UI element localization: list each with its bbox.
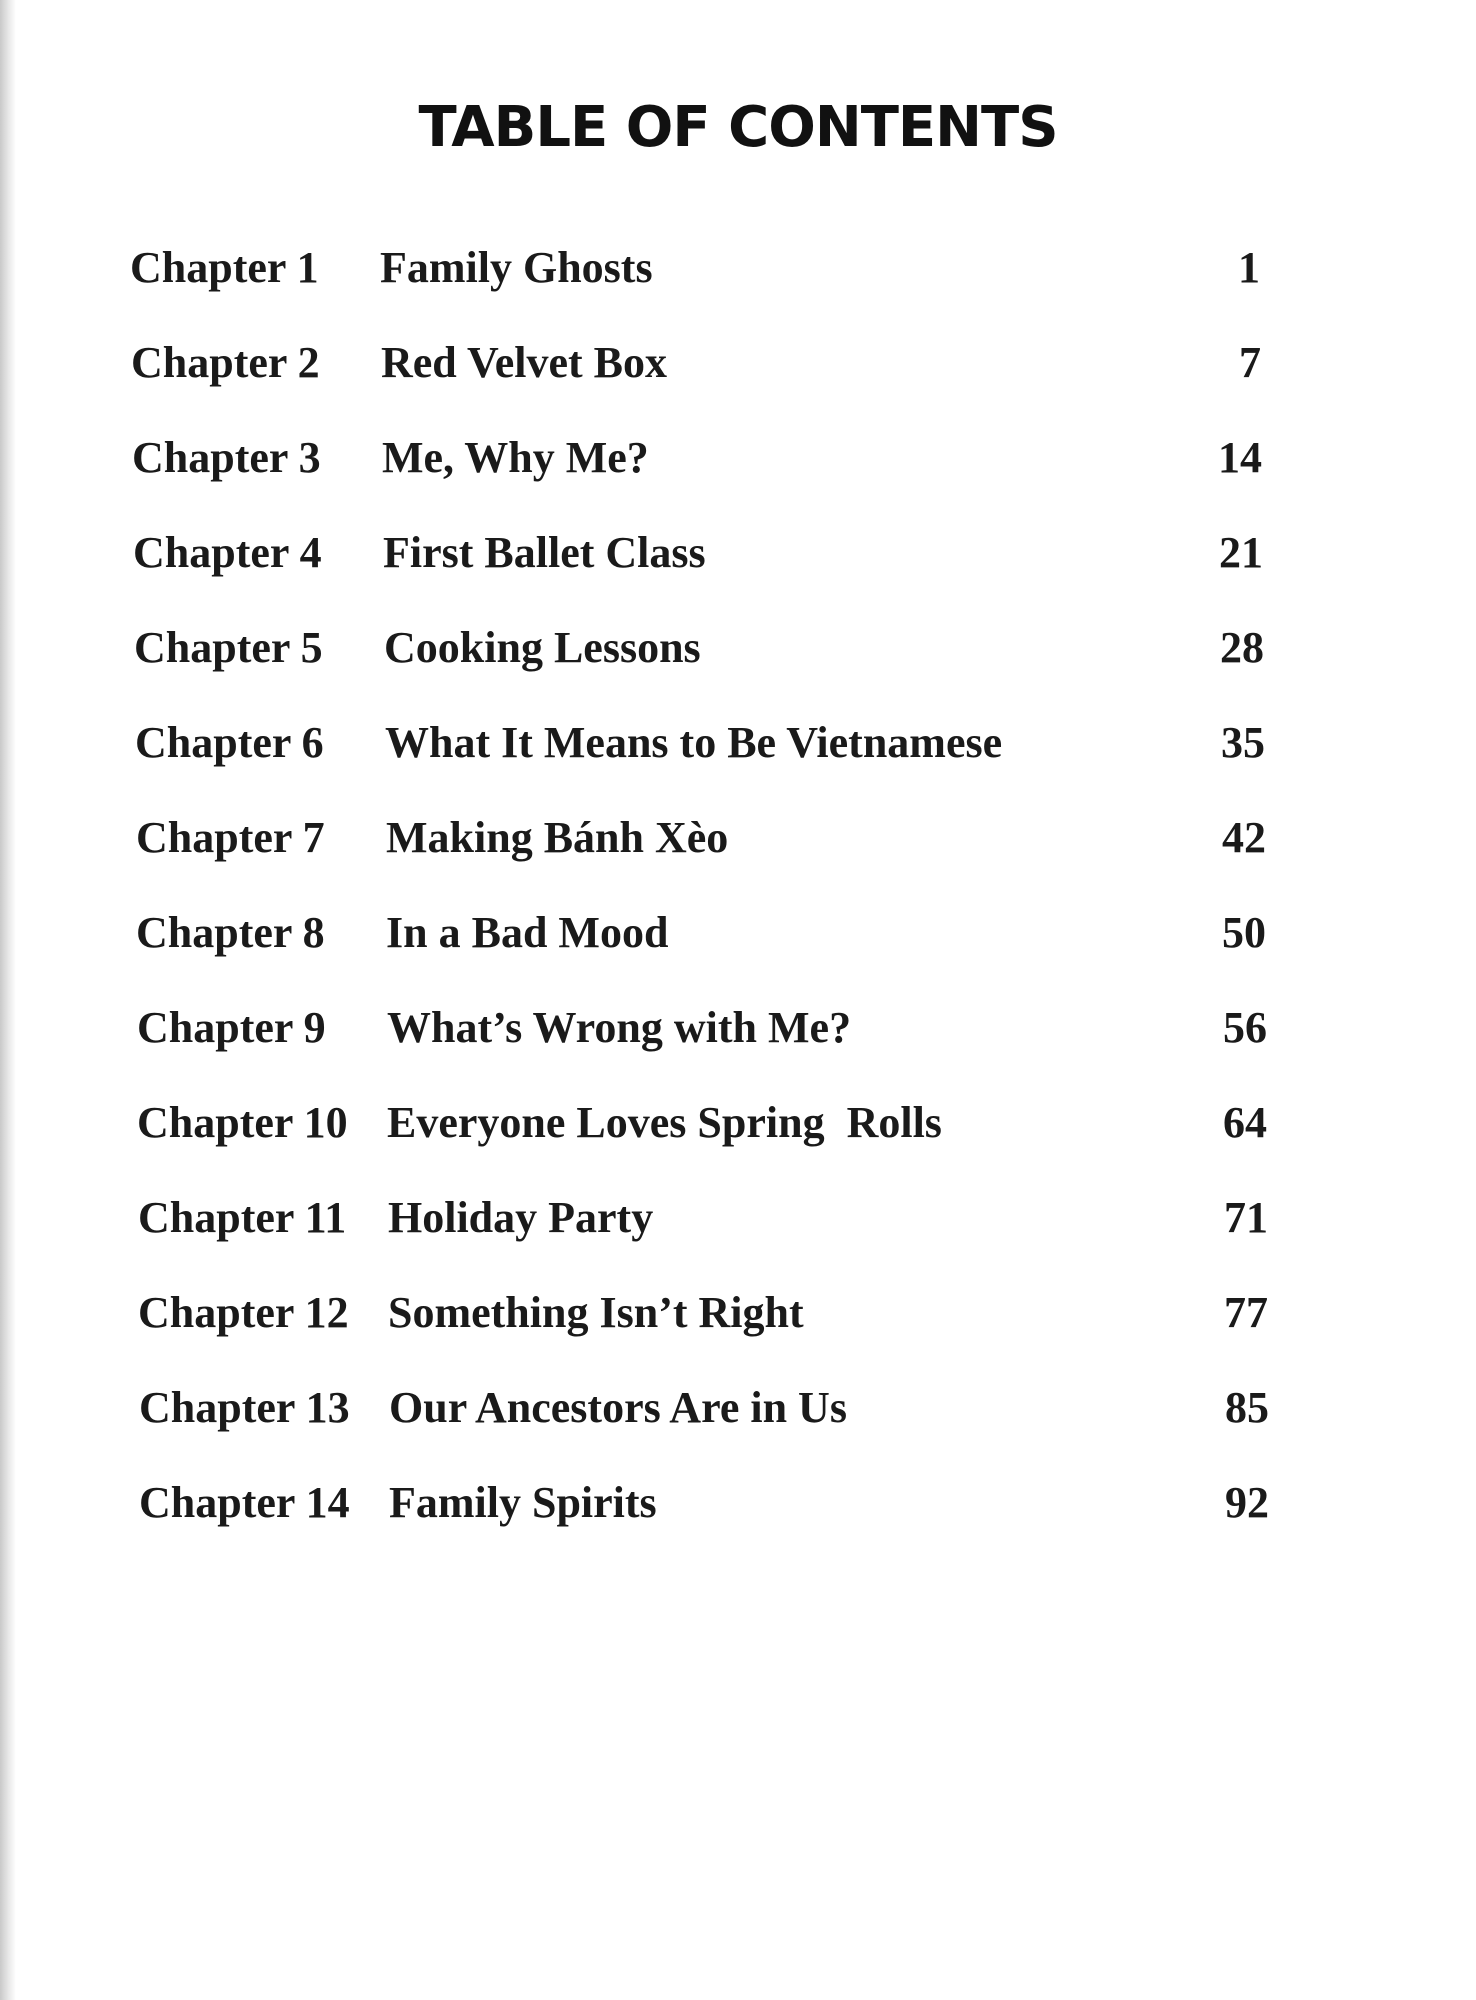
page-number: 21	[1219, 528, 1263, 577]
page-number: 28	[1220, 623, 1264, 672]
toc-entry	[136, 808, 1266, 868]
chapter-title: Cooking Lessons	[384, 623, 701, 672]
chapter-title: First Ballet Class	[383, 528, 706, 577]
chapter-title: Our Ancestors Are in Us	[389, 1383, 847, 1432]
chapter-label: Chapter 14	[139, 1478, 350, 1527]
chapter-title: Making Bánh Xèo	[386, 813, 729, 862]
chapter-label: Chapter 5	[134, 623, 323, 672]
chapter-label: Chapter 9	[137, 1003, 326, 1052]
chapter-label: Chapter 11	[138, 1193, 347, 1242]
chapter-title: In a Bad Mood	[386, 908, 669, 957]
toc-entry	[139, 1473, 1269, 1533]
page-number: 42	[1222, 813, 1266, 862]
page-number: 35	[1221, 718, 1265, 767]
page-number: 77	[1224, 1288, 1268, 1337]
page-number: 50	[1222, 908, 1266, 957]
chapter-label: Chapter 7	[136, 813, 325, 862]
chapter-label: Chapter 2	[131, 338, 320, 387]
page-number: 71	[1224, 1193, 1268, 1242]
chapter-title: What It Means to Be Vietnamese	[385, 718, 1003, 767]
page-number: 1	[1238, 243, 1260, 292]
chapter-title: Something Isn’t Right	[388, 1288, 804, 1337]
toc-entry	[135, 713, 1265, 773]
chapter-title: What’s Wrong with Me?	[387, 1003, 852, 1052]
page-number: 56	[1223, 1003, 1267, 1052]
page-number: 7	[1239, 338, 1261, 387]
chapter-title: Family Ghosts	[380, 243, 653, 292]
toc-entry	[134, 618, 1264, 678]
toc-entry	[132, 428, 1262, 488]
chapter-label: Chapter 12	[138, 1288, 349, 1337]
chapter-label: Chapter 6	[135, 718, 324, 767]
page-number: 14	[1218, 433, 1262, 482]
toc-entry	[137, 1093, 1267, 1153]
toc-entry	[138, 1188, 1268, 1248]
page-number: 85	[1225, 1383, 1269, 1432]
page-number: 92	[1225, 1478, 1269, 1527]
toc-entry	[133, 523, 1263, 583]
toc-entry	[131, 333, 1261, 393]
toc-entry	[139, 1378, 1269, 1438]
toc-entry	[138, 1283, 1268, 1343]
page-number: 64	[1223, 1098, 1267, 1147]
chapter-title: Me, Why Me?	[382, 433, 649, 482]
page-title: TABLE OF CONTENTS	[418, 95, 1058, 160]
toc-entry	[130, 238, 1260, 298]
chapter-label: Chapter 13	[139, 1383, 350, 1432]
chapter-label: Chapter 8	[136, 908, 325, 957]
chapter-label: Chapter 1	[130, 243, 319, 292]
toc-entry	[136, 903, 1266, 963]
chapter-title: Holiday Party	[388, 1193, 654, 1242]
chapter-title: Everyone Loves Spring Rolls	[387, 1098, 942, 1147]
chapter-label: Chapter 10	[137, 1098, 348, 1147]
chapter-title: Red Velvet Box	[381, 338, 667, 387]
toc-entry	[137, 998, 1267, 1058]
chapter-label: Chapter 3	[132, 433, 321, 482]
chapter-title: Family Spirits	[389, 1478, 657, 1527]
chapter-label: Chapter 4	[133, 528, 322, 577]
